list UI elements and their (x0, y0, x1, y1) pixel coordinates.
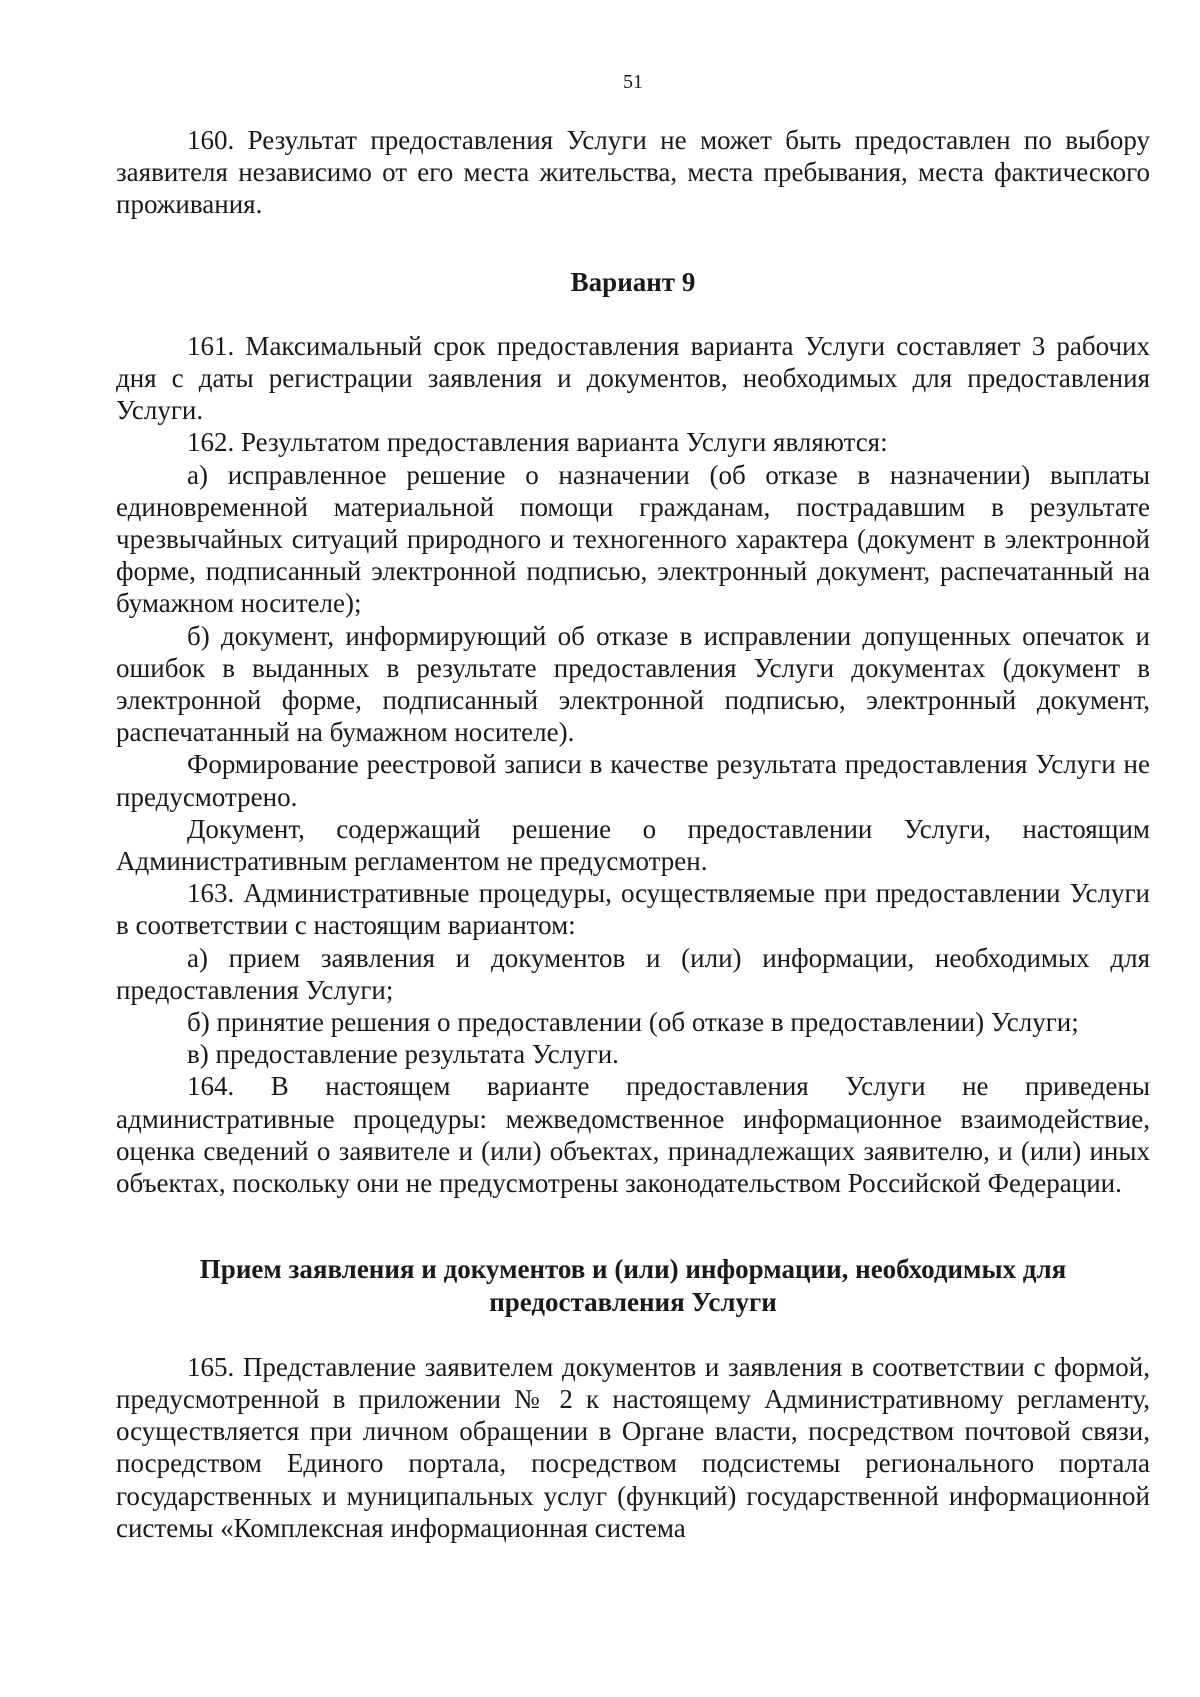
paragraph-163-b: б) принятие решения о предоставлении (об отказе в предоставлении) Услуги; (187, 1007, 1079, 1038)
paragraph-165: 165. Представление заявителем документов и заявления в соответствии с формой, предусмотренной в приложении № 2 к настоящему Административному регламенту, осуществляется при личном обращении в Органе власти, посредством почтовой связи, посредством Единого портала, посредством подсистемы регионального портала государственных и муниципальных услуг (функций) государственной информационной системы «Комплексная информационная система (116, 1351, 1150, 1543)
paragraph-161: 161. Максимальный срок предоставления варианта Услуги составляет 3 рабочих дня с даты регистрации заявления и документов, необходимых для предоставления Услуги. (116, 330, 1150, 426)
paragraph-registry-record: Формирование реестровой записи в качестве результата предоставления Услуги не предусмотрено. (116, 749, 1150, 812)
paragraph-163-c: в) предоставление результата Услуги. (187, 1039, 619, 1070)
paragraph-163: 163. Административные процедуры, осуществляемые при предоставлении Услуги в соответствии с настоящим вариантом: (116, 878, 1150, 941)
paragraph-decision-document: Документ, содержащий решение о предоставлении Услуги, настоящим Административным регламентом не предусмотрен. (116, 813, 1150, 877)
paragraph-160: 160. Результат предоставления Услуги не может быть предоставлен по выбору заявителя независимо от его места жительства, места пребывания, места фактического проживания. (116, 125, 1150, 220)
heading-variant-9: Вариант 9 (570, 266, 696, 297)
page-number: 51 (623, 71, 643, 93)
paragraph-164: 164. В настоящем варианте предоставления Услуги не приведены административные процедуры: межведомственное информационное взаимодействие, оценка сведений о заявителе и (или) объектах, принадлежащих заявителю, и (или) иных объектах, поскольку они не предусмотрены законодательством Российской Федерации. (116, 1071, 1150, 1199)
heading-section-reception: Прием заявления и документов и (или) информации, необходимых для предоставления Услуги (199, 1254, 1067, 1317)
paragraph-162-a: а) исправленное решение о назначении (об отказе в назначении) выплаты единовременной материальной помощи гражданам, пострадавшим в результате чрезвычайных ситуаций природного и техногенного характера (документ в электронной форме, подписанный электронной подписью, электронный документ, распечатанный на бумажном носителе); (116, 459, 1150, 619)
paragraph-162-b: б) документ, информирующий об отказе в исправлении допущенных опечаток и ошибок в выданных в результате предоставления Услуги документах (документ в электронной форме, подписанный электронной подписью, электронный документ, распечатанный на бумажном носителе). (116, 620, 1150, 748)
document-page (116, 56, 1150, 1544)
paragraph-162: 162. Результатом предоставления варианта Услуги являются: (187, 427, 888, 458)
paragraph-163-a: а) прием заявления и документов и (или) информации, необходимых для предоставления Услуги; (116, 942, 1150, 1005)
